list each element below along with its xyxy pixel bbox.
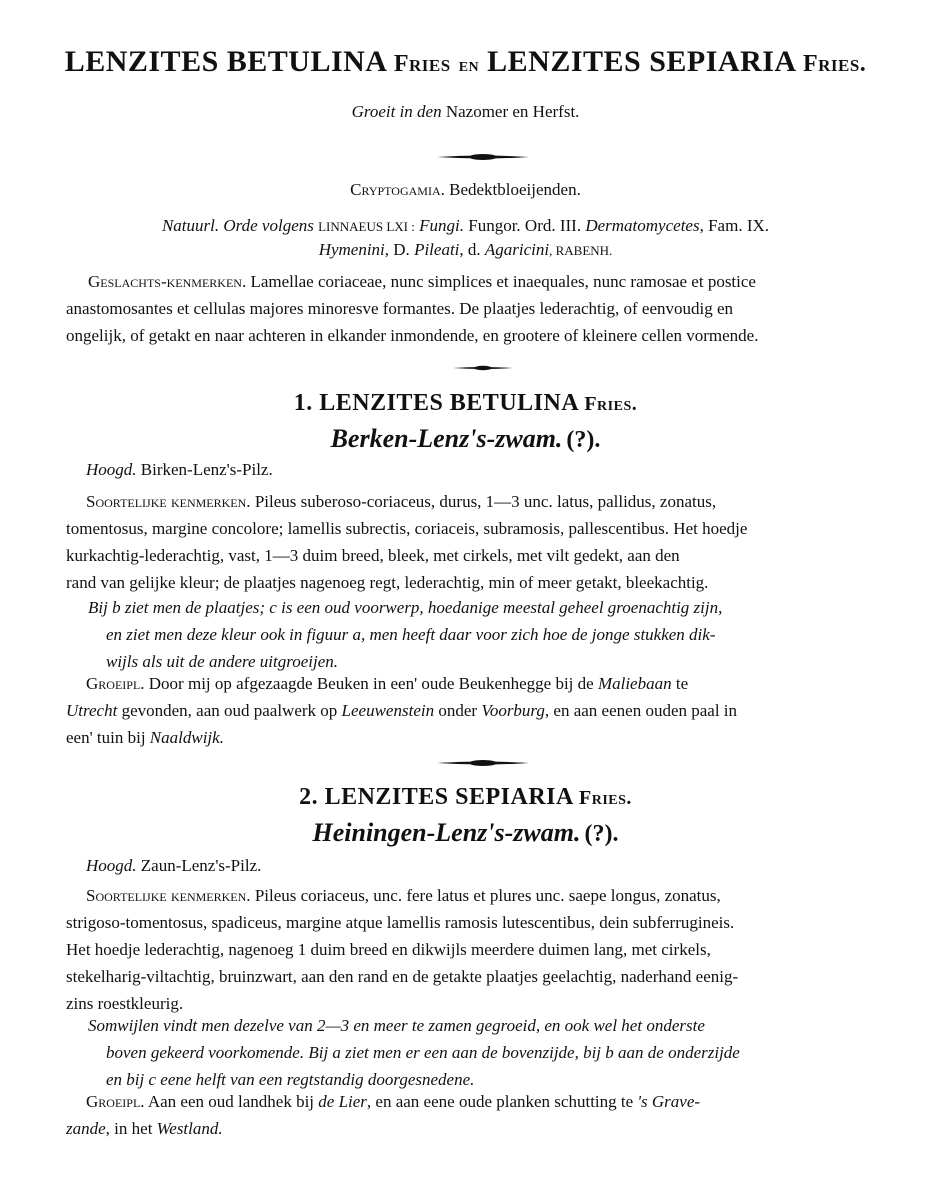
species2-characteristics: Soortelijke kenmerken. Pileus coriaceus, unc. fere latus et plures unc. saepe longus, zonatus, strigoso-tomentosus, spadiceus, margine atque lamellis ramosis lutescentibus, dein subferrugineis. Het hoedje lederachtig, nagenoeg 1 duim breed en dikwijls meerdere duimen lang, met cirkels, stekelharig-viltachtig, bruinzwart, aan den rand en de getakte plaatjes geelachtig, naderhand eenig- zins roestkleurig. xyxy=(66,886,739,1013)
title-author1: Fries xyxy=(393,51,451,77)
title-species2: LENZITES SEPIARIA xyxy=(487,45,795,78)
classification-heading: Cryptogamia. Bedektbloeijenden. xyxy=(350,180,581,199)
section-label: Soortelijke kenmerken. xyxy=(86,492,251,511)
species1-german-name: Hoogd. Birken-Lenz's-Pilz. xyxy=(86,460,273,479)
species2-german-name: Hoogd. Zaun-Lenz's-Pilz. xyxy=(86,856,262,875)
classification-line-2: Hymenini, D. Pileati, d. Agaricini, RABENH. xyxy=(318,240,613,259)
section-label: Groeipl. xyxy=(86,1092,145,1111)
title-conjunction: en xyxy=(458,54,480,76)
section-label: Groeipl. xyxy=(86,674,145,693)
section-label: Geslachts-kenmerken. xyxy=(88,272,247,291)
species2-habitat: Groeipl. Aan een oud landhek bij de Lier, en aan eene oude planken schutting te 's Grave- zande, in het Westland. xyxy=(66,1092,701,1138)
ornament-rule xyxy=(453,365,513,371)
title-author2: Fries. xyxy=(802,51,867,77)
species2-title: 2. LENZITES SEPIARIA Fries. xyxy=(299,784,632,810)
species2-note: Somwijlen vindt men dezelve van 2—3 en meer te zamen gegroeid, en ook wel het onderste boven gekeerd voorkomende. Bij a ziet men er een aan de bovenzijde, bij b aan de onderzijde en bij c eene helft van een regtstandig doorgesnedene. xyxy=(88,1016,740,1089)
species1-dutch-name: Berken-Lenz's-zwam. (?). xyxy=(330,424,601,453)
species2-dutch-name: Heiningen-Lenz's-zwam. (?). xyxy=(312,818,619,847)
species1-title: 1. LENZITES BETULINA Fries. xyxy=(293,390,638,416)
ornament-rule xyxy=(437,153,529,159)
species1-habitat: Groeipl. Door mij op afgezaagde Beuken in een' oude Beukenhegge bij de Maliebaan te Utrecht gevonden, aan oud paalwerk op Leeuwenstein onder Voorburg, en aan eenen ouden paal in een' tuin bij Naaldwijk. xyxy=(66,674,738,747)
section-label: Soortelijke kenmerken. xyxy=(86,886,251,905)
title-species1: LENZITES BETULINA xyxy=(64,45,386,78)
species1-characteristics: Soortelijke kenmerken. Pileus suberoso-coriaceus, durus, 1—3 unc. latus, pallidus, zonatus, tomentosus, margine concolore; lamellis subrectis, coriaceis, subramosis, pallescentibus. Het hoedje kurkachtig-lederachtig, vast, 1—3 duim breed, bleek, met cirkels, met vilt gedekt, aan den rand van gelijke kleur; de plaatjes nagenoeg regt, lederachtig, min of meer getakt, bleekachtig. xyxy=(66,492,748,592)
page-title xyxy=(0,44,931,83)
ornament-rule xyxy=(437,759,529,765)
page-subtitle: Groeit in den Nazomer en Herfst. xyxy=(351,102,580,121)
species1-note: Bij b ziet men de plaatjes; c is een oud voorwerp, hoedanige meestal geheel groenachtig zijn, en ziet men deze kleur ook in figuur a, men heeft daar voor zich hoe de jonge stukken dik- wijls als uit de andere uitgroeijen. xyxy=(88,598,723,671)
genus-characteristics: Geslachts-kenmerken. Lamellae coriaceae, nunc simplices et inaequales, nunc ramosae et postice anastomosantes et cellulas majores minoresve formantes. De plaatjes lederachtig, of eenvoudig en ongelijk, of getakt en naar achteren in elkander inmondende, en grootere of kleinere cellen vormende. xyxy=(66,272,759,345)
classification-line-1: Natuurl. Orde volgens LINNAEUS LXI : Fungi. Fungor. Ord. III. Dermatomycetes, Fam. IX. xyxy=(161,216,770,235)
